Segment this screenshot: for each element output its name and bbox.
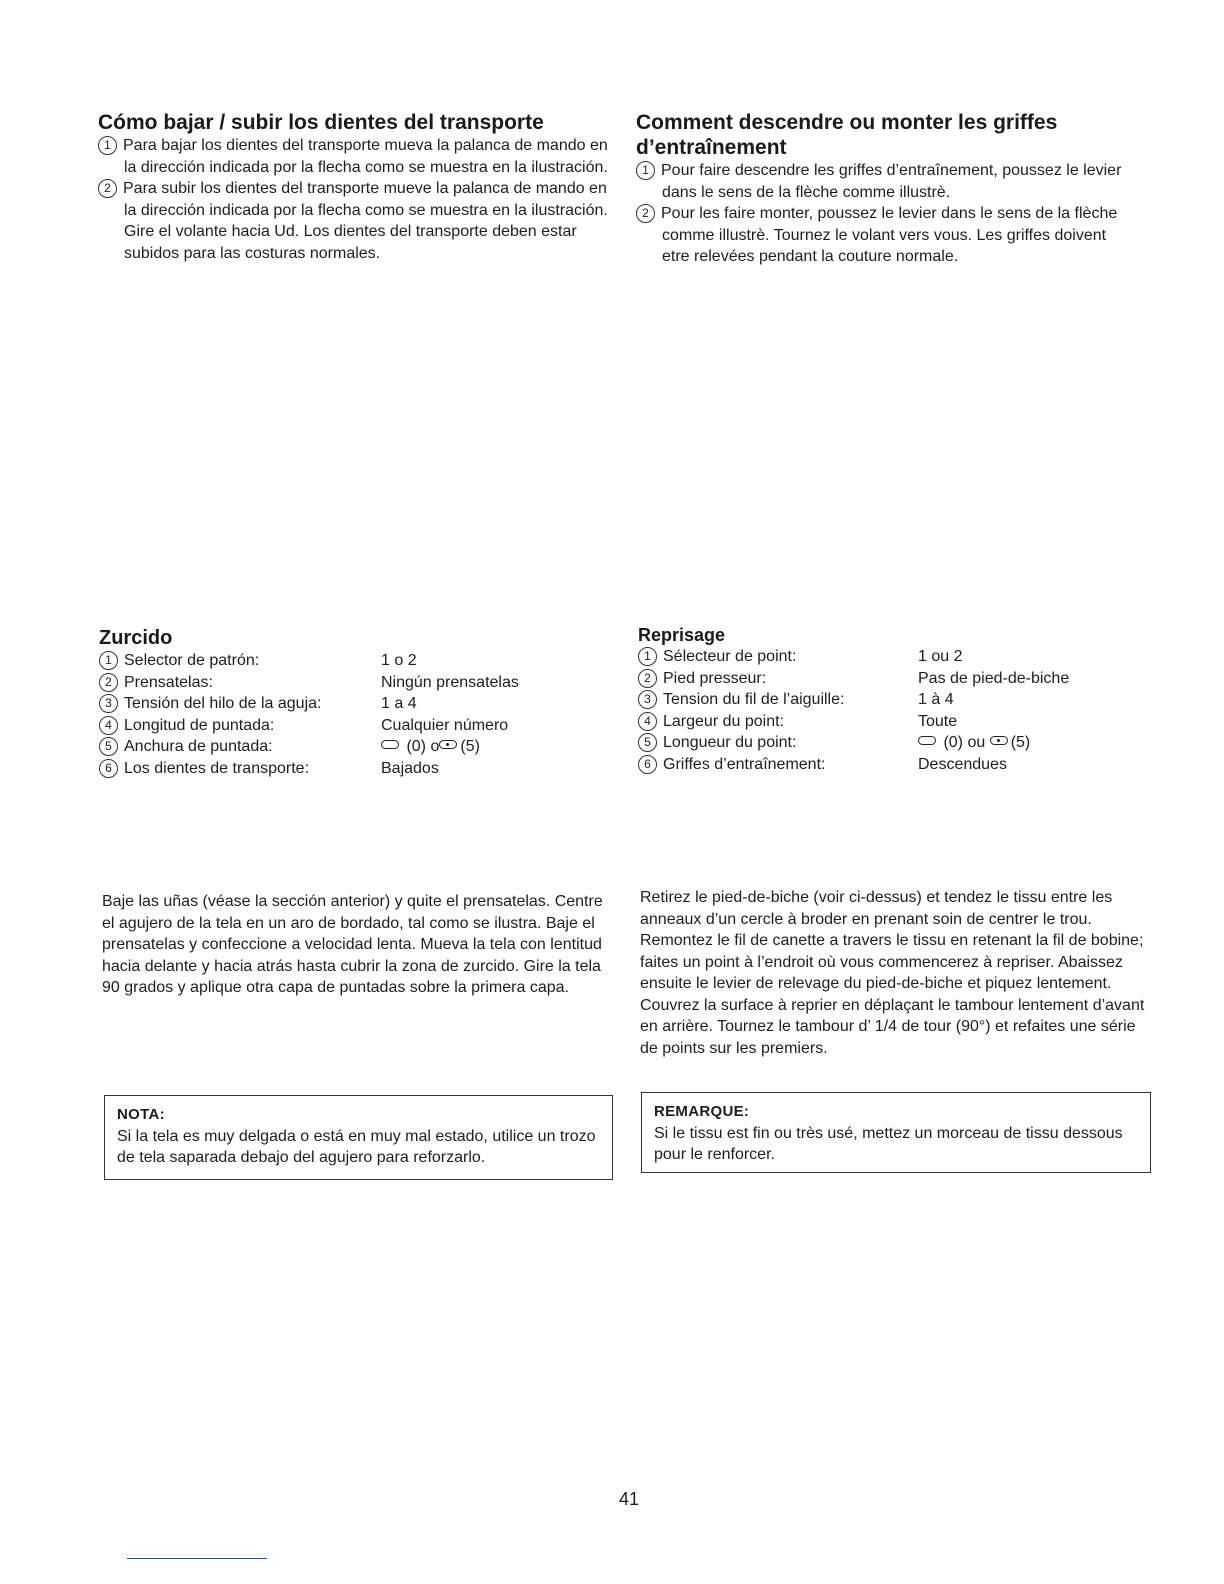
circled-number-5: 5: [99, 737, 118, 756]
setting-label: Selector de patrón:: [124, 652, 260, 669]
step-text: Para subir los dientes del transporte mueve la palanca de mando en la dirección indicada por la flecha como se muestra en la ilustración. Gire el volante hacia Ud. Los dientes del transporte deben estar subidos para las costuras normales.: [123, 180, 608, 262]
circled-number-2: 2: [99, 673, 118, 692]
note-text: Si le tissu est fin ou très usé, mettez un morceau de tissu dessous pour le renforcer.: [654, 1124, 1123, 1163]
circled-number-2: 2: [636, 204, 655, 223]
setting-label: Prensatelas:: [124, 673, 213, 691]
stitch-length-zero-icon: [918, 736, 936, 745]
footer-rule: [127, 1558, 267, 1559]
circled-number-6: 6: [638, 755, 657, 774]
setting-label: Longitud de puntada:: [124, 716, 275, 734]
setting-value: Cualquier número: [381, 716, 509, 734]
setting-row: [99, 758, 619, 780]
circled-number-1: 1: [636, 161, 655, 180]
section-title-line2: d’entraînement: [636, 136, 787, 159]
stitch-width-max-icon: [439, 740, 457, 749]
settings-list: [99, 650, 619, 779]
body-paragraph-fr: Retirez le pied-de-biche (voir ci-dessus) et tendez le tissu entre les anneaux d’un cercle à broder en prenant soin de centrer le trou. Remontez le fil de canette a travers le tissu en retenant la fil de bobine; faites un point à l’endroit où vous commencerez à repriser. Abaissez ensuite le levier de relevage du pied-de-biche et piquez lentement. Couvrez la surface à reprier en déplaçant le tambour lentement d’avant en arrière. Tournez le tambour d’ 1/4 de tour (90°) et refaites une série de points sur les premiers.: [640, 889, 1145, 1057]
stitch-width-zero-icon: [381, 740, 399, 749]
setting-label: Longueur du point:: [663, 734, 797, 751]
section-fr-feed-dogs: [636, 110, 1136, 268]
note-label: NOTA:: [117, 1106, 165, 1123]
setting-label: Tensión del hilo de la aguja:: [124, 695, 322, 712]
section-title-line1: Comment descendre ou monter les griffes: [636, 111, 1058, 134]
setting-value: 1 ou 2: [918, 648, 963, 665]
setting-label: Los dientes de transporte:: [124, 759, 310, 777]
setting-row: [638, 732, 1158, 754]
setting-value: 1 à 4: [918, 691, 954, 708]
circled-number-1: 1: [99, 651, 118, 670]
step-text: Pour faire descendre les griffes d’entraînement, poussez le levier dans le sens de la flèche comme illustrè.: [661, 162, 1122, 201]
setting-row: [99, 650, 619, 672]
setting-value: [918, 732, 1030, 754]
setting-row: [638, 754, 1158, 776]
setting-label: Tension du fil de l’aiguille:: [663, 691, 845, 708]
setting-label: Griffes d’entraînement:: [663, 755, 826, 773]
circled-number-4: 4: [638, 712, 657, 731]
section-es-feed-dogs: [98, 110, 618, 264]
setting-row: [99, 693, 619, 715]
circled-number-5: 5: [638, 733, 657, 752]
value-part-a: (0) o: [406, 738, 440, 755]
step-2: [636, 203, 1136, 268]
circled-number-2: 2: [98, 179, 117, 198]
value-part-a: (0) ou: [943, 734, 986, 751]
circled-number-4: 4: [99, 716, 118, 735]
section-es-darning: [99, 626, 619, 779]
setting-value: Pas de pied-de-biche: [918, 669, 1070, 687]
setting-label: Sélecteur de point:: [663, 648, 797, 665]
note-box-fr: [641, 1092, 1151, 1173]
settings-list: [638, 646, 1158, 775]
setting-row: [99, 672, 619, 694]
setting-label: Pied presseur:: [663, 669, 767, 687]
step-2: [98, 178, 618, 264]
circled-number-3: 3: [99, 694, 118, 713]
setting-value: 1 a 4: [381, 695, 417, 712]
note-box-es: [104, 1095, 613, 1180]
setting-row: [638, 646, 1158, 668]
circled-number-1: 1: [98, 136, 117, 155]
circled-number-3: 3: [638, 690, 657, 709]
circled-number-6: 6: [99, 759, 118, 778]
circled-number-1: 1: [638, 647, 657, 666]
setting-value: 1 o 2: [381, 652, 417, 669]
setting-label: Anchura de puntada:: [124, 738, 273, 755]
section-title: Cómo bajar / subir los dientes del transporte: [98, 111, 544, 134]
setting-value: Bajados: [381, 759, 439, 777]
setting-row: [638, 668, 1158, 690]
stitch-length-max-icon: [990, 736, 1008, 745]
setting-label: Largeur du point:: [663, 712, 784, 730]
note-label: REMARQUE:: [654, 1103, 750, 1120]
step-1: [98, 135, 618, 178]
setting-row: [99, 715, 619, 737]
step-1: [636, 160, 1136, 203]
section-title: Zurcido: [99, 627, 173, 649]
setting-value: Ningún prensatelas: [381, 673, 519, 691]
section-title: Reprisage: [638, 625, 726, 645]
section-fr-darning: [638, 624, 1158, 775]
setting-value: [381, 736, 480, 758]
setting-row: [638, 689, 1158, 711]
setting-value: Toute: [918, 712, 958, 730]
value-part-b: (5): [460, 738, 480, 755]
page-number: 41: [619, 1489, 640, 1509]
value-part-b: (5): [1010, 734, 1031, 751]
setting-row: [638, 711, 1158, 733]
setting-value: Descendues: [918, 755, 1007, 773]
setting-row: [99, 736, 619, 758]
step-text: Pour les faire monter, poussez le levier dans le sens de la flèche comme illustrè. Tournez le volant vers vous. Les griffes doivent etre relevées pendant la couture normale.: [661, 205, 1118, 265]
circled-number-2: 2: [638, 669, 657, 688]
body-paragraph-es: Baje las uñas (véase la sección anterior) y quite el prensatelas. Centre el agujero de la tela en un aro de bordado, tal como se ilustra. Baje el prensatelas y confeccione a velocidad lenta. Mueva la tela con lentitud hacia delante y hacia atrás hasta cubrir la zona de zurcido. Gire la tela 90 grados y aplique otra capa de puntadas sobre la primera capa.: [102, 893, 603, 996]
note-text: Si la tela es muy delgada o está en muy mal estado, utilice un trozo de tela saparada debajo del agujero para reforzarlo.: [117, 1127, 596, 1166]
step-text: Para bajar los dientes del transporte mueva la palanca de mando en la dirección indicada por la flecha como se muestra en la ilustración.: [123, 137, 608, 176]
